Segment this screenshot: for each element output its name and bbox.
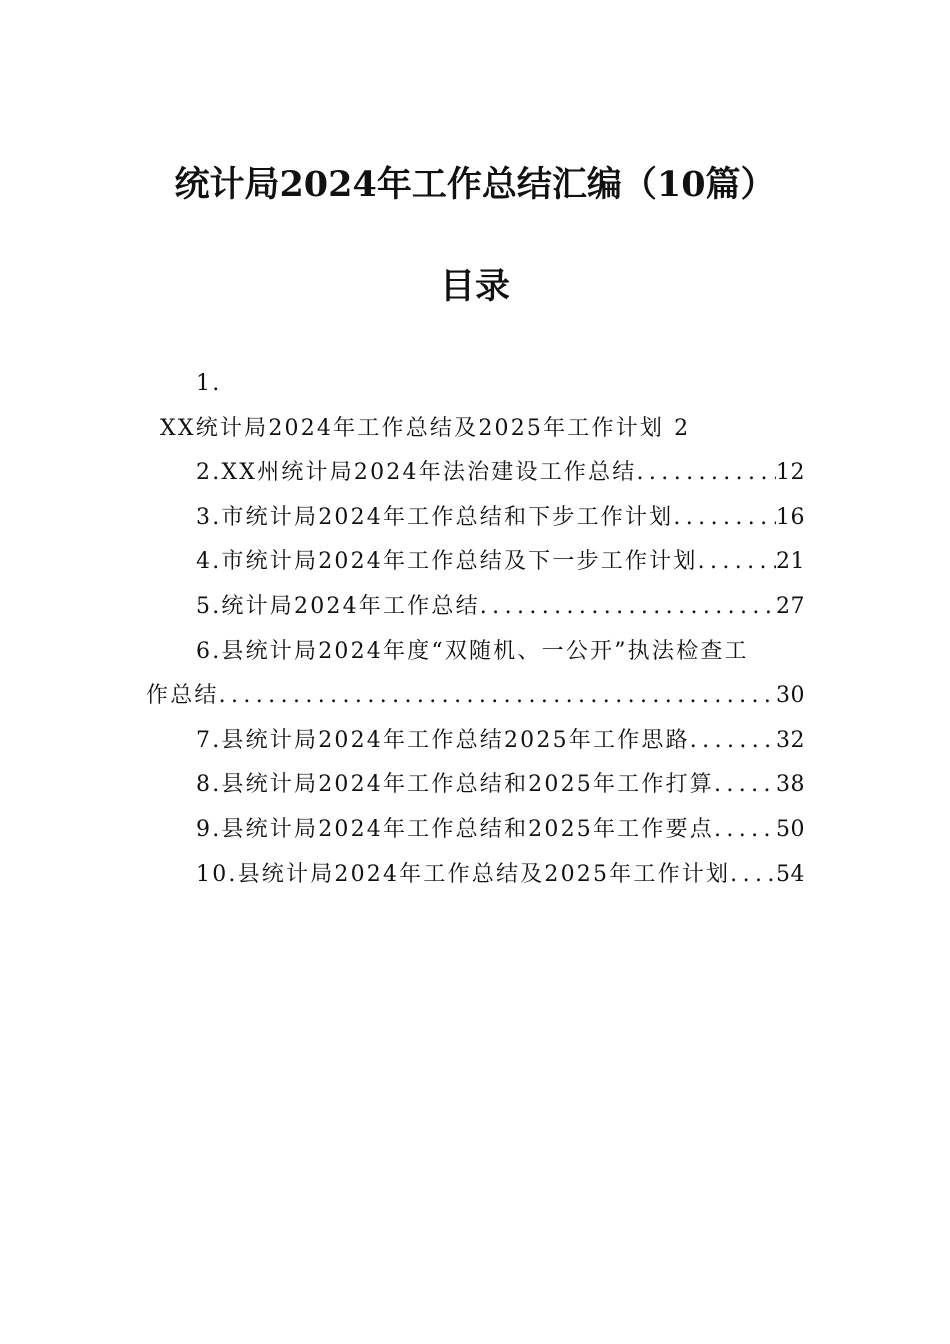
toc-item-title-continuation: 作总结 (146, 683, 219, 709)
toc-item-1-number-line[interactable] (146, 362, 805, 407)
toc-item-title: 县统计局2024年工作总结和2025年工作打算 (221, 772, 714, 798)
toc-item-number: 6. (196, 638, 222, 664)
toc-item-page: 30 (776, 683, 805, 709)
toc-item-page: 27 (776, 593, 805, 619)
toc-leader-dots (219, 674, 776, 719)
toc-item-6[interactable] (146, 630, 805, 675)
toc-item-6-continuation[interactable] (146, 674, 805, 719)
toc-item-7[interactable] (146, 719, 805, 764)
toc-leader-dots (730, 853, 776, 898)
toc-item-page: 12 (776, 460, 805, 486)
toc-item-title: 市统计局2024年工作总结和下步工作计划 (221, 504, 674, 530)
toc-heading: 目录 (439, 266, 510, 307)
toc-item-page: 38 (776, 772, 805, 798)
toc-item-9[interactable] (146, 808, 805, 853)
toc-item-number: 2. (196, 460, 222, 486)
toc-leader-dots (690, 719, 776, 764)
toc-item-3[interactable] (146, 496, 805, 541)
toc-item-2[interactable] (146, 451, 805, 496)
toc-item-title: XX统计局2024年工作总结及2025年工作计划 (160, 415, 665, 441)
table-of-contents (146, 362, 805, 897)
toc-item-number: 5. (196, 593, 222, 619)
toc-item-title: XX州统计局2024年法治建设工作总结 (221, 460, 637, 486)
toc-item-page: 50 (776, 816, 805, 842)
document-title: 统计局2024年工作总结汇编（10篇） (174, 164, 776, 205)
toc-item-1[interactable] (146, 407, 805, 452)
toc-item-number: 4. (196, 549, 222, 575)
toc-item-page: 2 (674, 415, 689, 441)
toc-item-number: 3. (196, 504, 222, 530)
toc-leader-dots (698, 540, 776, 585)
toc-item-8[interactable] (146, 763, 805, 808)
toc-item-page: 54 (776, 861, 805, 887)
toc-item-number: 1. (196, 371, 222, 396)
toc-item-number: 10. (196, 861, 238, 887)
toc-item-page: 21 (776, 549, 805, 575)
toc-item-page: 16 (776, 504, 805, 530)
toc-item-title: 县统计局2024年工作总结及2025年工作计划 (237, 861, 731, 887)
toc-item-number: 8. (196, 772, 222, 798)
toc-leader-dots (480, 585, 776, 630)
toc-item-10[interactable] (146, 853, 805, 898)
toc-leader-dots (673, 496, 776, 541)
toc-item-4[interactable] (146, 540, 805, 585)
toc-item-title: 县统计局2024年工作总结和2025年工作要点 (221, 816, 714, 842)
toc-item-page: 32 (776, 727, 805, 753)
toc-leader-dots (714, 763, 776, 808)
toc-leader-dots (714, 808, 776, 853)
toc-item-title: 县统计局2024年工作总结2025年工作思路 (221, 727, 690, 753)
toc-item-title: 市统计局2024年工作总结及下一步工作计划 (221, 549, 698, 575)
toc-leader-dots (637, 451, 776, 496)
toc-item-5[interactable] (146, 585, 805, 630)
toc-item-number: 9. (196, 816, 222, 842)
toc-item-title: 统计局2024年工作总结 (221, 593, 480, 619)
toc-item-title: 县统计局2024年度“双随机、一公开”执法检查工 (221, 638, 749, 664)
toc-item-number: 7. (196, 727, 222, 753)
